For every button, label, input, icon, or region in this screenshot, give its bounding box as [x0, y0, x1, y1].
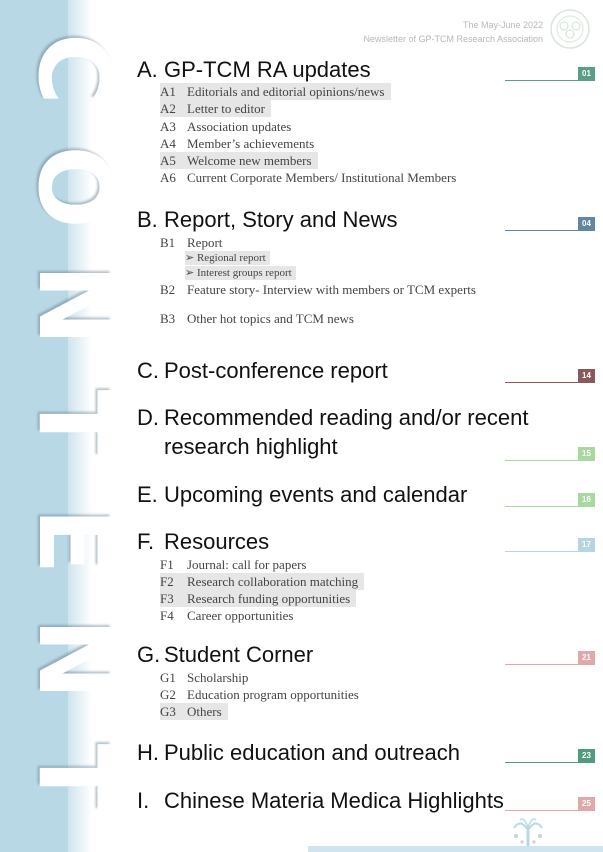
item-f1[interactable]: F1 Journal: call for papers: [160, 557, 307, 572]
section-b-title[interactable]: B. Report, Story and News: [137, 207, 398, 232]
section-a-title[interactable]: A. GP-TCM RA updates: [137, 57, 371, 82]
item-g3[interactable]: G3 Others: [160, 703, 228, 720]
footer-bar: [308, 846, 603, 852]
section-d-title[interactable]: D. Recommended reading and/or recent research highlight: [137, 405, 529, 459]
section-h-title[interactable]: H. Public education and outreach: [137, 740, 460, 765]
page-line-c: [505, 382, 578, 383]
page-number-g: 21: [578, 651, 595, 665]
fountain-icon: [510, 814, 546, 848]
subitem-regional-report[interactable]: ➢ Regional report: [185, 251, 270, 265]
page-number-c: 14: [578, 369, 595, 383]
item-g1[interactable]: G1 Scholarship: [160, 670, 249, 685]
item-g2[interactable]: G2 Education program opportunities: [160, 687, 359, 702]
contents-letter: T: [16, 743, 130, 811]
section-i-title[interactable]: I. Chinese Materia Medica Highlights: [137, 788, 504, 813]
section-f-title[interactable]: F. Resources: [137, 529, 270, 554]
section-c-title[interactable]: C. Post-conference report: [137, 358, 388, 383]
contents-letter: E: [16, 507, 130, 575]
page-line-a: [505, 80, 578, 81]
item-f2[interactable]: F2 Research collaboration matching: [160, 573, 364, 590]
contents-letter: T: [16, 389, 130, 457]
page-number-d: 15: [578, 447, 595, 461]
page-number-f: 17: [578, 538, 595, 552]
page-line-i: [505, 810, 578, 811]
page-number-b: 04: [578, 217, 595, 231]
page-line-h: [505, 762, 578, 763]
item-a5[interactable]: A5 Welcome new members: [160, 152, 318, 169]
page-line-e: [505, 506, 578, 507]
issue-date: The May-June 2022: [462, 20, 543, 30]
item-a3[interactable]: A3 Association updates: [160, 119, 292, 134]
page-line-g: [505, 664, 578, 665]
association-logo-icon: [549, 8, 591, 50]
section-g-title[interactable]: G. Student Corner: [137, 642, 314, 667]
item-a6[interactable]: A6 Current Corporate Members/ Institutional Members: [160, 170, 457, 185]
item-a4[interactable]: A4 Member’s achievements: [160, 136, 315, 151]
item-b2[interactable]: B2 Feature story- Interview with members or TCM experts: [160, 282, 476, 297]
page-line-f: [505, 551, 578, 552]
page-line-b: [505, 230, 578, 231]
contents-letter: N: [16, 617, 130, 701]
section-e-title[interactable]: E. Upcoming events and calendar: [137, 482, 468, 507]
newsletter-header: [363, 18, 543, 46]
item-b1[interactable]: B1 Report: [160, 235, 223, 250]
item-f4[interactable]: F4 Career opportunities: [160, 608, 294, 623]
subitem-interest-groups-report[interactable]: ➢ Interest groups report: [185, 266, 296, 280]
page-number-a: 01: [578, 67, 595, 81]
contents-letter: O: [16, 145, 130, 229]
page-number-h: 23: [578, 749, 595, 763]
page-number-e: 16: [578, 493, 595, 507]
contents-letter: C: [16, 33, 130, 105]
item-f3[interactable]: F3 Research funding opportunities: [160, 590, 356, 607]
item-a1[interactable]: A1 Editorials and editorial opinions/news: [160, 83, 391, 100]
contents-vertical-word: [16, 10, 130, 836]
newsletter-name: Newsletter of GP-TCM Research Association: [363, 34, 543, 44]
item-b3[interactable]: B3 Other hot topics and TCM news: [160, 311, 354, 326]
page-number-i: 25: [578, 797, 595, 811]
page-line-d: [505, 460, 578, 461]
item-a2[interactable]: A2 Letter to editor: [160, 100, 271, 117]
contents-letter: N: [16, 263, 130, 347]
